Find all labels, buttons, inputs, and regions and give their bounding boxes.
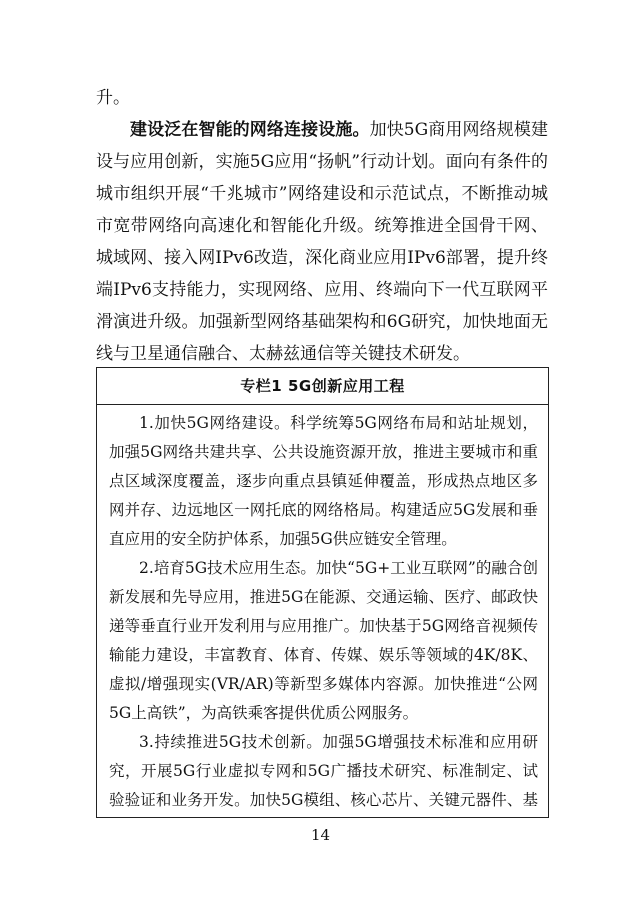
box-title: 专栏1 5G创新应用工程	[97, 368, 548, 405]
paragraph-body: 加快5G商用网络规模建设与应用创新，实施5G应用“扬帆”行动计划。面向有条件的城市组织开展“千兆城市”网络建设和示范试点，不断推动城市宽带网络向高速化和智能化升级。统筹推进全国骨干网、城域网、接入网IPv6改造，深化商业应用IPv6部署，提升终端IPv6支持能力，实现网络、应用、终端向下一代互联网平滑演进升级。加强新型网络基础架构和6G研究，加快地面无线与卫星通信融合、太赫兹通信等关键技术研发。	[96, 120, 548, 364]
feature-box	[96, 367, 549, 818]
box-item-1: 1.加快5G网络建设。科学统筹5G网络布局和站址规划，加强5G网络共建共享、公共设施资源开放，推进主要城市和重点区域深度覆盖，逐步向重点县镇延伸覆盖，形成热点地区多网并存、边远地区一网托底的网络格局。构建适应5G发展和垂直应用的安全防护体系，加强5G供应链安全管理。	[109, 414, 538, 548]
box-body	[97, 405, 548, 818]
box-item-3: 3.持续推进5G技术创新。加强5G增强技术标准和应用研究，开展5G行业虚拟专网和5G广播技术研究、标准制定、试验验证和业务开发。加快5G模组、核心芯片、关键元器件、基	[109, 733, 538, 809]
box-item-2: 2.培育5G技术应用生态。加快“5G+工业互联网”的融合创新发展和先导应用，推进5G在能源、交通运输、医疗、邮政快递等垂直行业开发利用与应用推广。加快基于5G网络音视频传输能力建设，丰富教育、体育、传媒、娱乐等领域的4K/8K、虚拟/增强现实(VR/AR)等新型多媒体内容源。加快推进“公网5G上高铁”，为高铁乘客提供优质公网服务。	[109, 559, 538, 722]
paragraph-lead: 建设泛在智能的网络连接设施。	[130, 120, 370, 140]
main-paragraph	[96, 114, 548, 370]
continuation-line: 升。	[96, 88, 130, 108]
page-number: 14	[310, 826, 331, 844]
